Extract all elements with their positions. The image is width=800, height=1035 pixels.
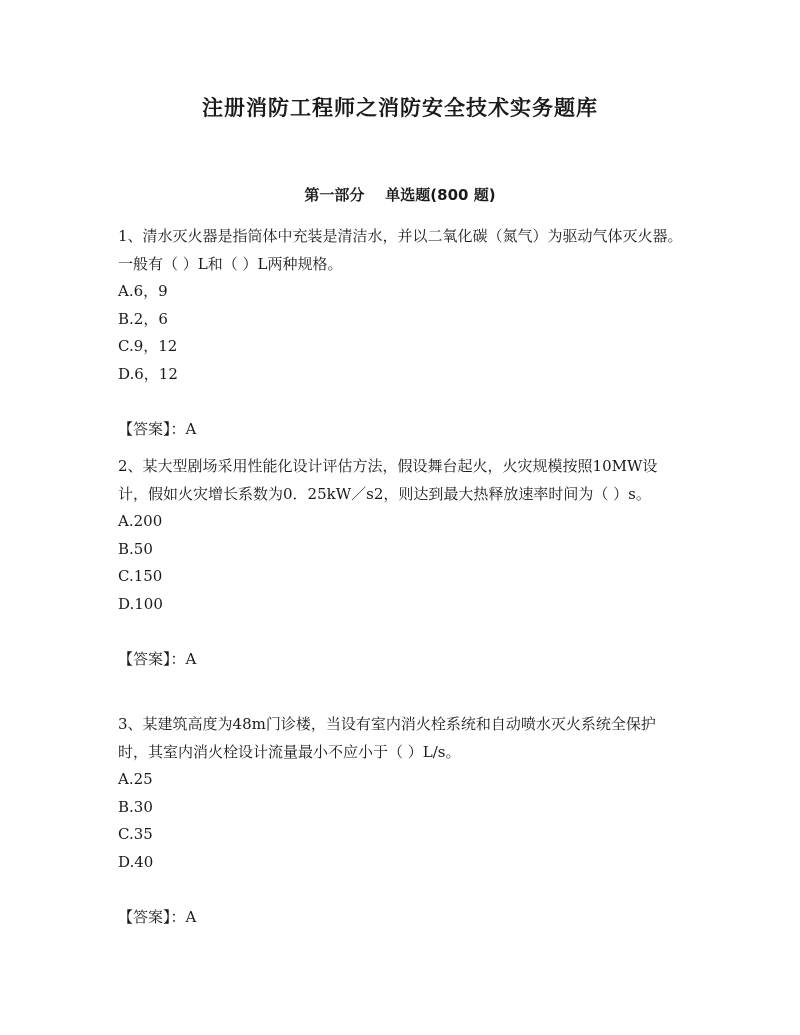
answer-line: 【答案】：A (118, 650, 197, 668)
section-title: 第一部分 单选题(800 题) (304, 186, 496, 204)
option-a: A.200 (118, 512, 163, 530)
option-a: A.25 (118, 770, 153, 788)
question-stem: 2、某大型剧场采用性能化设计评估方法，假设舞台起火，火灾规模按照10MW设计，假如火灾增长系数为0．25kW／s2，则达到最大热释放速率时间为（ ）s。 (118, 457, 658, 503)
option-c: C.9，12 (118, 337, 178, 355)
option-d: D.100 (118, 594, 163, 613)
question-1 (118, 223, 683, 444)
option-b: B.30 (118, 797, 153, 816)
answer-line: 【答案】：A (118, 908, 197, 926)
option-b: B.50 (118, 539, 153, 558)
option-b: B.2，6 (118, 309, 168, 328)
option-c: C.150 (118, 567, 163, 585)
answer-line: 【答案】：A (118, 420, 197, 438)
option-c: C.35 (118, 825, 153, 843)
document-title: 注册消防工程师之消防安全技术实务题库 (202, 96, 598, 120)
option-d: D.6，12 (118, 364, 178, 383)
option-a: A.6，9 (118, 282, 168, 300)
question-3 (118, 711, 683, 932)
question-stem: 3、某建筑高度为48m门诊楼，当设有室内消火栓系统和自动喷水灭火系统全保护时，其室内消火栓设计流量最小不应小于（ ）L/s。 (118, 715, 656, 761)
option-d: D.40 (118, 852, 154, 871)
question-2 (118, 453, 683, 674)
question-stem: 1、清水灭火器是指筒体中充装是清洁水，并以二氧化碳（氮气）为驱动气体灭火器。一般有（ ）L和（ ）L两种规格。 (118, 227, 683, 273)
